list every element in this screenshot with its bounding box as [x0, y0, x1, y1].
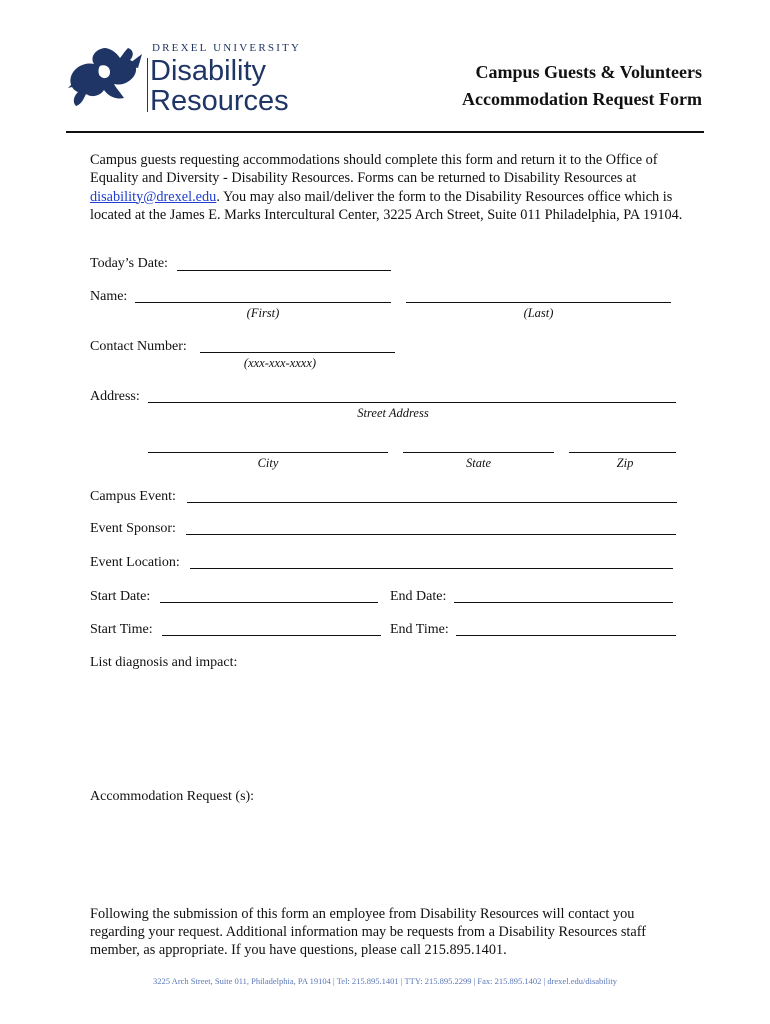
- logo-divider: [147, 58, 148, 112]
- diagnosis-label: List diagnosis and impact:: [90, 655, 238, 670]
- logo-university-text: DREXEL UNIVERSITY: [152, 42, 302, 54]
- name-label: Name:: [90, 289, 128, 304]
- diagnosis-area[interactable]: [90, 675, 680, 780]
- campus-event-label: Campus Event:: [90, 489, 176, 504]
- first-name-caption: (First): [246, 306, 280, 320]
- city-caption: City: [257, 456, 279, 470]
- event-location-label: Event Location:: [90, 555, 180, 570]
- event-sponsor-field[interactable]: [186, 534, 676, 535]
- phone-format-caption: (xxx-xxx-xxxx): [243, 356, 317, 370]
- logo-text-disability: Disability: [150, 55, 267, 87]
- end-time-label: End Time:: [390, 622, 449, 637]
- header-rule: [66, 131, 704, 133]
- end-date-label: End Date:: [390, 589, 447, 604]
- zip-field[interactable]: [569, 452, 676, 453]
- event-sponsor-label: Event Sponsor:: [90, 521, 176, 536]
- city-field[interactable]: [148, 452, 388, 453]
- dragon-logo-icon: [64, 44, 146, 110]
- first-name-field[interactable]: [135, 302, 391, 303]
- closing-paragraph: Following the submission of this form an employee from Disability Resources will contact you regarding your request. Additional information may be requests from a Disability Resources staff member, as appropriate. If you have questions, please call 215.895.1401.: [90, 906, 646, 958]
- street-address-caption: Street Address: [357, 406, 429, 420]
- accommodation-request-area[interactable]: [90, 810, 680, 895]
- todays-date-label: Today’s Date:: [90, 256, 168, 271]
- intro-text-start: Campus guests requesting accommodations should complete this form and return it to the Office of Equality and Diversity - Disability Resources. Forms can be returned to Disability Resources at: [90, 152, 658, 187]
- form-title-line2: Accommodation Request Form: [462, 89, 702, 109]
- page-footer: 3225 Arch Street, Suite 011, Philadelphia, PA 19104 | Tel: 215.895.1401 | TTY: 215.895.2299 | Fax: 215.895.1402 | drexel.edu/disability: [153, 976, 617, 986]
- logo-text-resources: Resources: [150, 85, 289, 117]
- todays-date-field[interactable]: [177, 270, 391, 271]
- campus-event-field[interactable]: [187, 502, 677, 503]
- state-caption: State: [466, 456, 491, 470]
- zip-caption: Zip: [616, 456, 634, 470]
- last-name-field[interactable]: [406, 302, 671, 303]
- intro-paragraph: [90, 151, 690, 224]
- state-field[interactable]: [403, 452, 554, 453]
- end-date-field[interactable]: [454, 602, 673, 603]
- start-date-field[interactable]: [160, 602, 378, 603]
- start-time-field[interactable]: [162, 635, 381, 636]
- event-location-field[interactable]: [190, 568, 673, 569]
- start-time-label: Start Time:: [90, 622, 153, 637]
- street-address-field[interactable]: [148, 402, 676, 403]
- contact-number-label: Contact Number:: [90, 339, 187, 354]
- contact-number-field[interactable]: [200, 352, 395, 353]
- intro-text-end: . You may also mail/deliver the form to the Disability Resources office which is located at the James E. Marks Intercultural Center, 3225 Arch Street, Suite 011 Philadelphia, PA 19104.: [90, 188, 683, 223]
- accommodation-request-label: Accommodation Request (s):: [90, 789, 255, 804]
- start-date-label: Start Date:: [90, 589, 151, 604]
- address-label: Address:: [90, 389, 140, 404]
- end-time-field[interactable]: [456, 635, 676, 636]
- email-link[interactable]: disability@drexel.edu: [90, 188, 217, 205]
- last-name-caption: (Last): [523, 306, 554, 320]
- form-title-line1: Campus Guests & Volunteers: [475, 62, 702, 82]
